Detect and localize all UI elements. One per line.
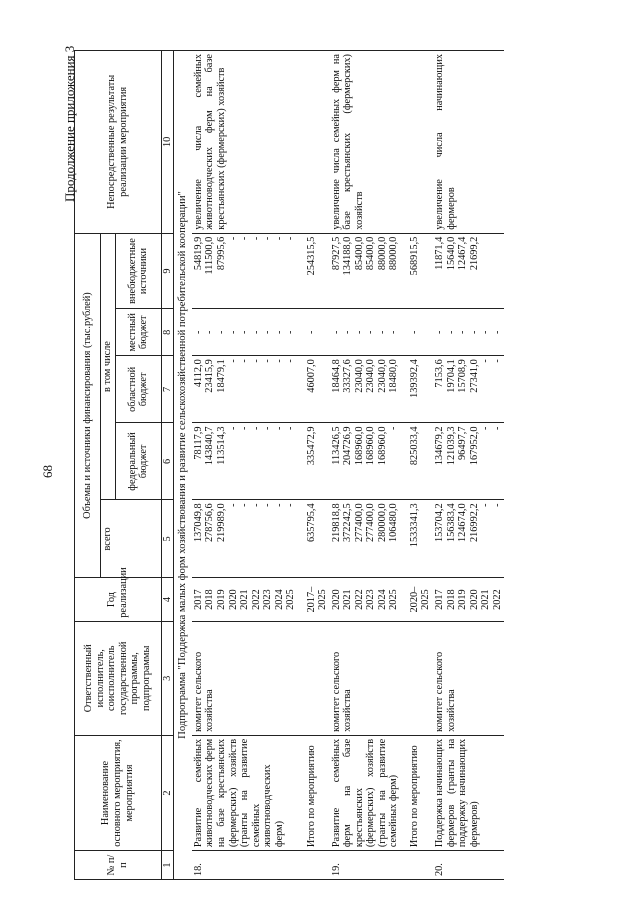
- column-numbers-row: [161, 51, 174, 880]
- result-cell: увеличение числа начинающих фермеров: [433, 51, 504, 234]
- measure-name: Развитие семейных животноводческих ферм на базе крестьянских (фермерских) хозяйств (гранты на развитие семейных животноводческих ферм): [192, 735, 298, 850]
- header-name: Наименование основного мероприятия, мероприятия: [75, 735, 162, 850]
- header-federal: федеральный бюджет: [115, 423, 161, 500]
- header-total: всего: [101, 500, 162, 578]
- header-responsible: Ответственный исполнитель, соисполнитель государственной программы, подпрограммы: [75, 621, 162, 735]
- federal-cell: 134679,2 121039,3 96497,7 167952,0 - -: [433, 423, 504, 500]
- col-number: 8: [161, 309, 174, 356]
- header-no: № п/п: [75, 851, 162, 880]
- col-number: 2: [161, 735, 174, 850]
- col-number: 1: [161, 851, 174, 880]
- header-results: Непосредственные результаты реализации мероприятия: [75, 51, 162, 234]
- years-cell: 2020 2021 2022 2023 2024 2025: [330, 578, 401, 621]
- offbudget-cell: 11871,4 15640,0 12467,4 21699,2: [433, 233, 504, 309]
- continuation-title: Продолжение приложения 3: [62, 45, 77, 202]
- responsible: комитет сельского хозяйства: [192, 621, 298, 735]
- row-number: 18.: [192, 851, 298, 880]
- total-local: -: [298, 309, 330, 356]
- total-regional: 46007,0: [298, 356, 330, 423]
- col-number: 10: [161, 51, 174, 234]
- local-cell: - - - - - - - - -: [192, 309, 298, 356]
- responsible: комитет сельского хозяйства: [433, 621, 504, 735]
- financing-table: [74, 50, 504, 880]
- local-cell: - - - - - -: [330, 309, 401, 356]
- row-number: 20.: [433, 851, 504, 880]
- subprogram-title: Подпрограмма "Поддержка малых форм хозяйствования и развитие сельскохозяйственной потребительской кооперации": [174, 51, 192, 880]
- total-years: 2017–2025: [298, 578, 330, 621]
- col-number: 3: [161, 621, 174, 735]
- total-sum: 1533341,3: [401, 500, 433, 578]
- table-row: [433, 51, 504, 880]
- responsible: комитет сельского хозяйства: [330, 621, 401, 735]
- result-cell: увеличение числа семейных животноводческих ферм на базе крестьянских (фермерских) хозяйств: [192, 51, 298, 234]
- total-sum: 635795,4: [298, 500, 330, 578]
- total-offbudget: 568915,5: [401, 233, 433, 309]
- total-offbudget: 254315,5: [298, 233, 330, 309]
- regional-cell: 18464,8 33327,6 23040,0 23040,0 23040,0 18480,0: [330, 356, 401, 423]
- rotated-table-wrapper: [74, 50, 544, 880]
- col-number: 4: [161, 578, 174, 621]
- offbudget-cell: 54819,9 111500,0 87995,6 - - - - - -: [192, 233, 298, 309]
- col-number: 5: [161, 500, 174, 578]
- col-number: 6: [161, 423, 174, 500]
- row-number: 19.: [330, 851, 401, 880]
- total-federal: 825033,4: [401, 423, 433, 500]
- total-federal: 335472,9: [298, 423, 330, 500]
- measure-name: Развитие семейных ферм на базе крестьянских (фермерских) хозяйств (гранты на развитие семейных ферм): [330, 735, 401, 850]
- total-cell: 219818,8 372242,5 277400,0 277400,0 280000,0 106480,0: [330, 500, 401, 578]
- total-cell: 137049,8 278756,6 219989,0 - - - - - -: [192, 500, 298, 578]
- federal-cell: 113426,5 204726,9 168960,0 168960,0 168960,0 -: [330, 423, 401, 500]
- col-number: 9: [161, 233, 174, 309]
- total-regional: 139392,4: [401, 356, 433, 423]
- page-number: 68: [40, 465, 55, 478]
- total-years: 2020–2025: [401, 578, 433, 621]
- years-cell: 2017 2018 2019 2020 2021 2022 2023 2024 2025: [192, 578, 298, 621]
- total-row: [401, 51, 433, 880]
- years-cell: 2017 2018 2019 2020 2021 2022: [433, 578, 504, 621]
- total-local: -: [401, 309, 433, 356]
- local-cell: - - - - - -: [433, 309, 504, 356]
- table-row: [192, 51, 298, 880]
- result-cell: увеличение числа семейных ферм на базе крестьянских (фермерских) хозяйств: [330, 51, 401, 234]
- table-row: [330, 51, 401, 880]
- header-incl: в том числе: [101, 233, 116, 500]
- total-label: Итого по мероприятию: [401, 735, 433, 850]
- total-cell: 153704,2 156383,4 124674,0 216992,2 - -: [433, 500, 504, 578]
- header-regional: областной бюджет: [115, 356, 161, 423]
- regional-cell: 7153,6 19704,1 15708,9 27341,0 - -: [433, 356, 504, 423]
- header-year: Год реализации: [75, 578, 162, 621]
- offbudget-cell: 87927,5 134188,0 85400,0 85400,0 88000,0 88000,0: [330, 233, 401, 309]
- header-financing: Объемы и источники финансирования (тыс.рублей): [75, 233, 101, 578]
- header-local: местный бюджет: [115, 309, 161, 356]
- total-label: Итого по мероприятию: [298, 735, 330, 850]
- header-offbudget: внебюджетные источники: [115, 233, 161, 309]
- col-number: 7: [161, 356, 174, 423]
- measure-name: Поддержка начинающих фермеров (гранты на поддержку начинающих фермеров): [433, 735, 504, 850]
- total-row: [298, 51, 330, 880]
- regional-cell: 4112,0 23415,9 18479,1 - - - - - -: [192, 356, 298, 423]
- federal-cell: 78117,9 143840,7 113514,3 - - - - - -: [192, 423, 298, 500]
